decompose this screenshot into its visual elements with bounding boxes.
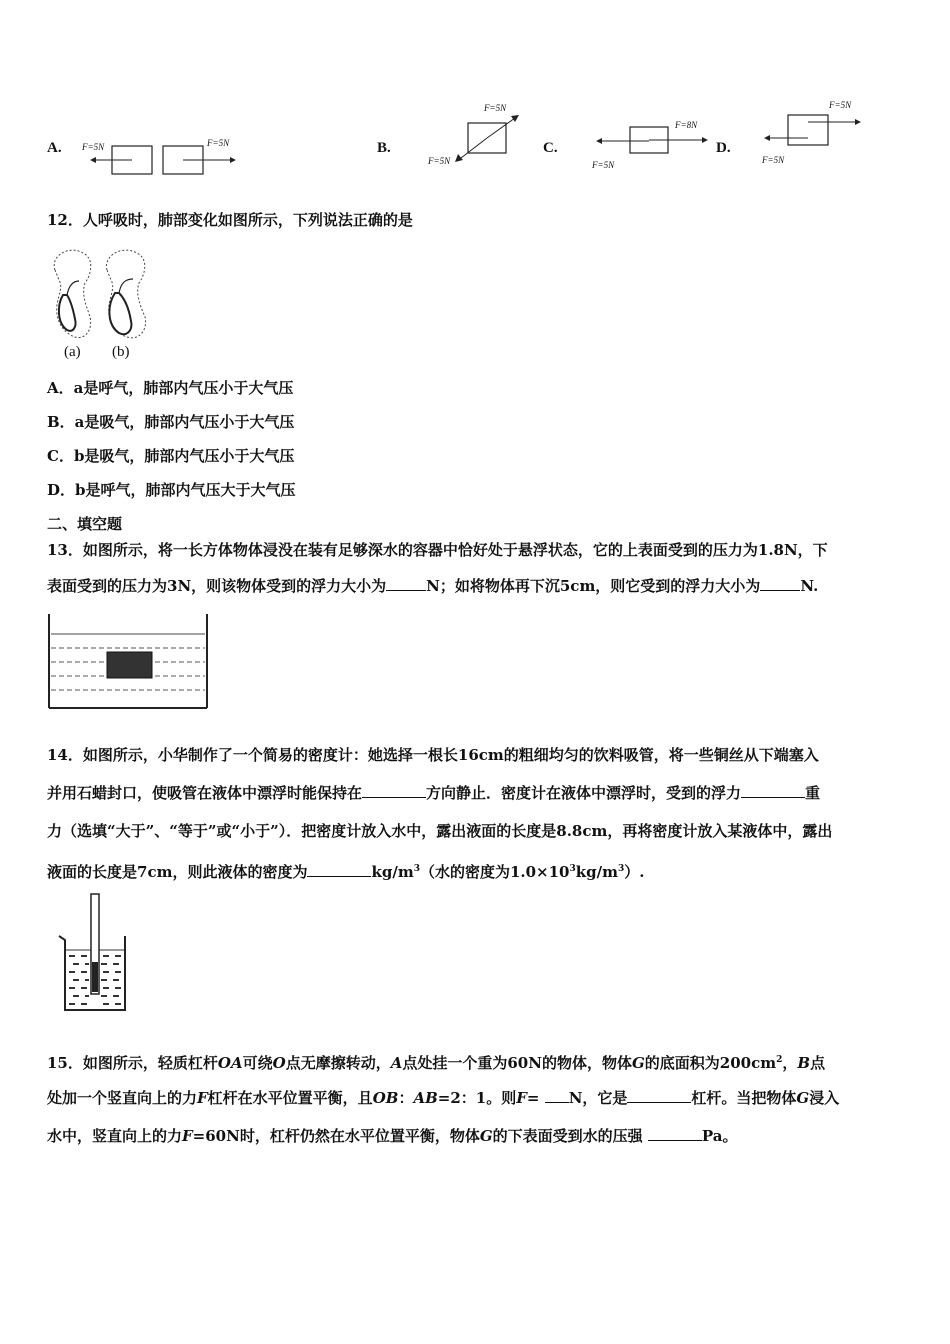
- q12-option-c: C．b是吸气，肺部内气压小于大气压: [47, 447, 295, 465]
- section-title: 二、填空题: [47, 515, 123, 533]
- q14-text-2a: 并用石蜡封口，使吸管在液体中漂浮时能保持在: [47, 784, 363, 802]
- q13-blank-1[interactable]: [386, 576, 426, 591]
- q15-blank-2[interactable]: [627, 1088, 691, 1103]
- q15-g3: G: [479, 1127, 493, 1145]
- option-d-force-top: F=5N: [829, 100, 852, 110]
- q15-f2: F: [516, 1089, 527, 1107]
- q15-line3: [47, 1126, 737, 1146]
- q14-blank-1[interactable]: [362, 783, 426, 798]
- q13-text-c: N.: [800, 577, 819, 595]
- q13-text-a: 表面受到的压力为3N，则该物体受到的浮力大小为: [47, 577, 387, 595]
- q15-text-3d: Pa。: [701, 1127, 738, 1145]
- fig-label-b: (b): [112, 344, 130, 360]
- q15-text-2d: =: [526, 1089, 545, 1107]
- q15-text-3a: 水中，竖直向上的力: [47, 1127, 183, 1145]
- q14-text-2c: 重: [805, 784, 821, 802]
- q14-line2: [47, 783, 820, 803]
- q14-text-4c: （水的密度为1.0×10: [419, 863, 570, 881]
- q14-text-4a: 液面的长度是7cm，则此液体的密度为: [47, 863, 308, 881]
- option-b-letter: B.: [377, 140, 391, 156]
- q14-text-4b: kg/m: [371, 863, 414, 881]
- q15-sup2: 2: [776, 1055, 783, 1065]
- q15-oa: OA: [217, 1054, 243, 1072]
- q12-option-b: B．a是吸气，肺部内气压小于大气压: [47, 413, 295, 431]
- q15-line2: [47, 1088, 839, 1108]
- option-a-diagram: [90, 140, 250, 185]
- q14-text-4e: ）.: [624, 863, 645, 881]
- option-b-force-bottom: F=5N: [428, 156, 451, 166]
- option-c-diagram: [590, 120, 720, 160]
- lung-figure: [45, 245, 165, 365]
- q13-line2: [47, 576, 818, 596]
- q15-colon: ：: [398, 1089, 414, 1107]
- q15-text-1c: 点无摩擦转动，: [285, 1054, 391, 1072]
- q15-text-1g: 点: [810, 1054, 826, 1072]
- q15-g2: G: [796, 1089, 810, 1107]
- q14-text-2b: 方向静止．密度计在液体中漂浮时，受到的浮力: [426, 784, 742, 802]
- option-d-force-bottom: F=5N: [762, 155, 785, 165]
- option-d-letter: D.: [716, 140, 731, 156]
- hydrometer-figure: [55, 892, 135, 1017]
- option-b-force-top: F=5N: [484, 103, 507, 113]
- q13-blank-2[interactable]: [760, 576, 800, 591]
- q15-text-1f: ，: [782, 1054, 798, 1072]
- fig-label-a: (a): [64, 344, 81, 360]
- option-a-force-right: F=5N: [207, 138, 230, 148]
- q15-a: A: [390, 1054, 403, 1072]
- q15-f: F: [197, 1089, 208, 1107]
- q15-text-2e: N，它是: [568, 1089, 628, 1107]
- q15-text-1e: 的底面积为200cm: [644, 1054, 777, 1072]
- q14-text-4d: kg/m: [575, 863, 618, 881]
- q15-ab: AB: [413, 1089, 438, 1107]
- q15-blank-1[interactable]: [545, 1088, 569, 1103]
- q15-o: O: [272, 1054, 286, 1072]
- q15-b: B: [797, 1054, 811, 1072]
- q15-blank-3[interactable]: [648, 1126, 702, 1141]
- option-c-letter: C.: [543, 140, 558, 156]
- q15-text-1d: 点处挂一个重为60N的物体，物体: [402, 1054, 632, 1072]
- q14-sup-c: 3: [618, 864, 625, 874]
- q13-text-b: N；如将物体再下沉5cm，则它受到的浮力大小为: [426, 577, 761, 595]
- q15-line1: [47, 1050, 825, 1073]
- q14-sup-b: 3: [569, 864, 576, 874]
- option-a-letter: A.: [47, 140, 62, 156]
- q14-blank-2[interactable]: [741, 783, 805, 798]
- q15-text-1b: 可绕: [242, 1054, 273, 1072]
- q15-text-1a: 15．如图所示，轻质杠杆: [47, 1054, 218, 1072]
- q15-text-2a: 处加一个竖直向上的力: [47, 1089, 198, 1107]
- q15-ob: OB: [372, 1089, 399, 1107]
- q15-text-2b: 杠杆在水平位置平衡，且: [207, 1089, 373, 1107]
- option-c-force-left: F=5N: [592, 160, 615, 170]
- q12-option-a: A．a是呼气，肺部内气压小于大气压: [47, 379, 294, 397]
- q15-f3: F: [182, 1127, 193, 1145]
- container-figure: [45, 612, 215, 712]
- q14-blank-3[interactable]: [307, 862, 371, 877]
- q13-line1: 13．如图所示，将一长方体物体浸没在装有足够深水的容器中恰好处于悬浮状态，它的上表面受到的压力为1.8N，下: [47, 541, 828, 559]
- q15-text-2f: 杠杆。当把物体: [691, 1089, 797, 1107]
- option-c-force-right: F=8N: [675, 120, 698, 130]
- q15-text-3b: =60N时，杠杆仍然在水平位置平衡，物体: [192, 1127, 480, 1145]
- q12-stem: 12．人呼吸时，肺部变化如图所示，下列说法正确的是: [47, 211, 413, 229]
- option-b-diagram: [445, 110, 525, 170]
- q14-sup-a: 3: [413, 864, 420, 874]
- option-a-force-left: F=5N: [82, 142, 105, 152]
- q15-text-2c: =2：1。则: [437, 1089, 517, 1107]
- q14-line3: 力（选填“大于”、“等于”或“小于”）．把密度计放入水中，露出液面的长度是8.8cm，再将密度计放入某液体中，露出: [47, 822, 833, 840]
- q14-line1: 14．如图所示，小华制作了一个简易的密度计：她选择一根长16cm的粗细均匀的饮料吸管，将一些铜丝从下端塞入: [47, 746, 819, 764]
- option-d-diagram: [760, 105, 870, 155]
- q14-line4: [47, 859, 645, 882]
- q15-g1: G: [631, 1054, 645, 1072]
- q12-option-d: D．b是呼气，肺部内气压大于大气压: [47, 481, 296, 499]
- q15-text-3c: 的下表面受到水的压强: [492, 1127, 648, 1145]
- q15-text-2g: 浸入: [809, 1089, 840, 1107]
